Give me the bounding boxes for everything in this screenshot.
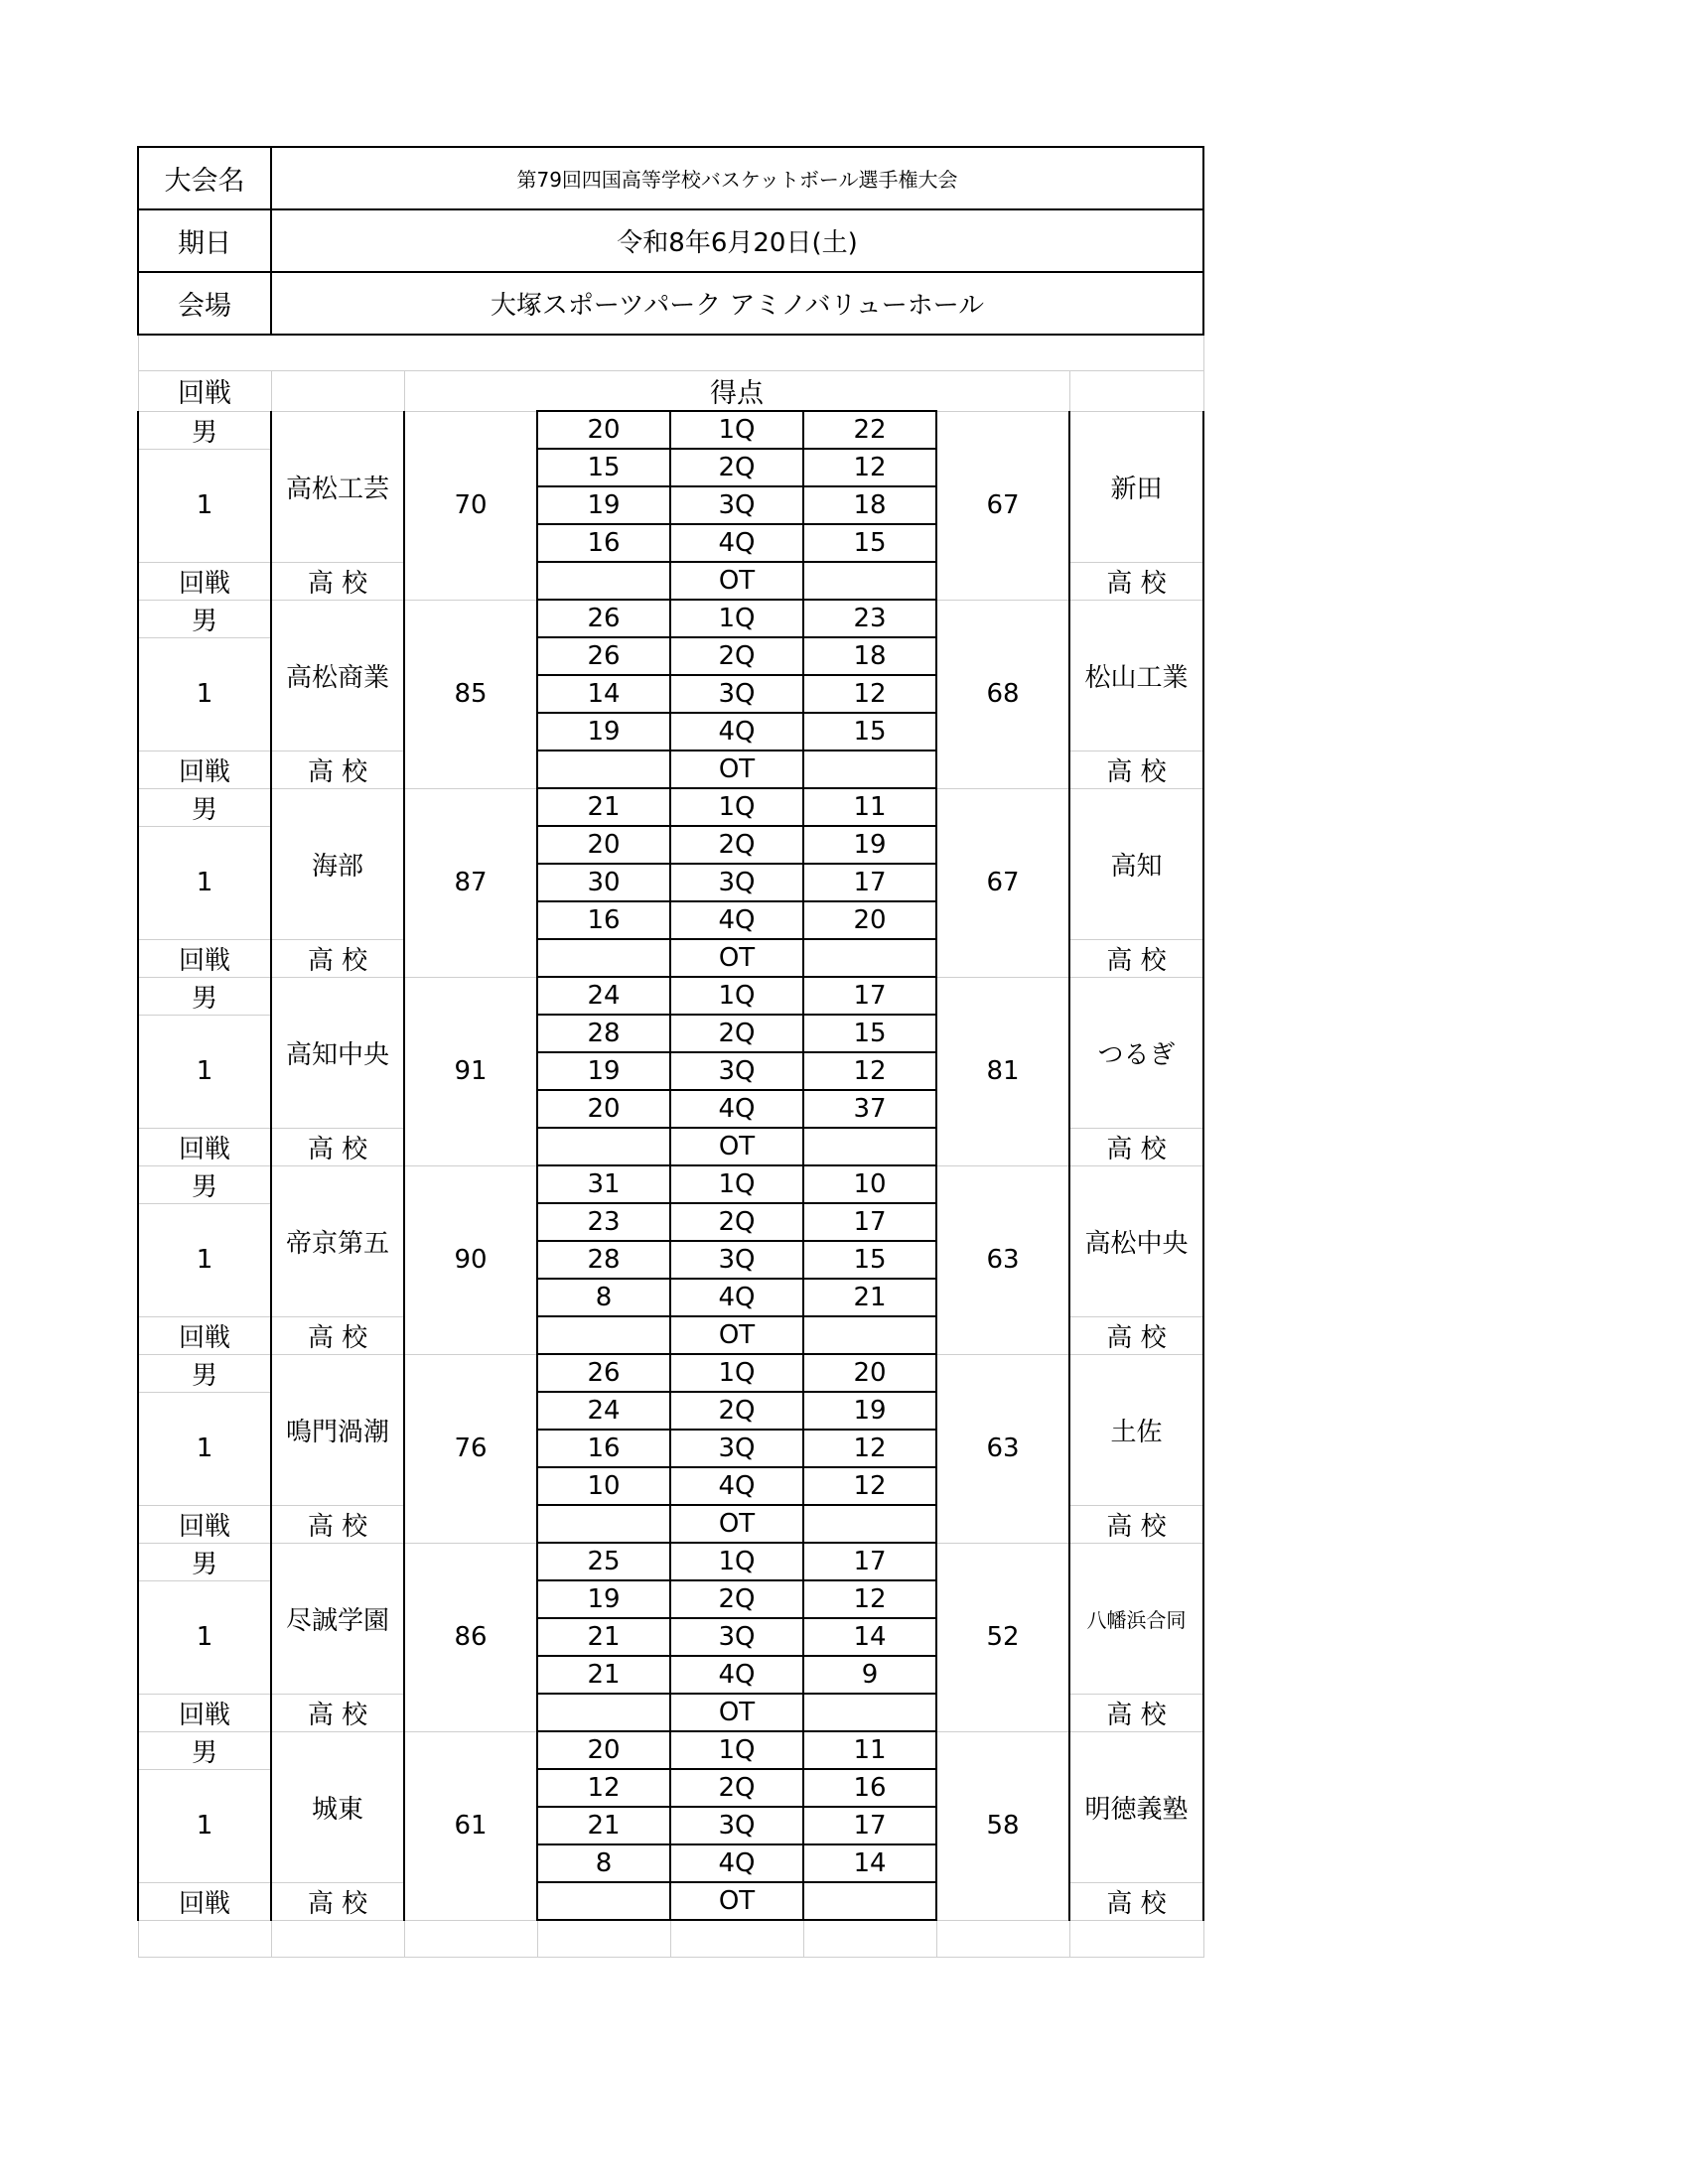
away-team-name: 高知 [1069,788,1203,939]
quarter-label: 1Q [670,1354,803,1392]
quarter-label: 4Q [670,901,803,939]
away-total-score: 67 [936,411,1069,600]
away-quarter-score: 21 [803,1279,936,1316]
home-quarter-score: 31 [537,1165,670,1203]
quarter-label: 2Q [670,1769,803,1807]
away-ot-score [803,1128,936,1165]
away-quarter-score: 20 [803,901,936,939]
away-quarter-score: 10 [803,1165,936,1203]
away-quarter-score: 17 [803,1807,936,1844]
home-quarter-score: 23 [537,1203,670,1241]
home-quarter-score: 25 [537,1543,670,1580]
quarter-label: 3Q [670,864,803,901]
round-number: 1 [138,637,271,751]
venue-row [138,272,1203,335]
away-ot-score [803,1505,936,1543]
tournament-label: 大会名 [138,147,271,209]
quarter-label: 2Q [670,1580,803,1618]
away-ot-score [803,751,936,788]
away-school-label: 高 校 [1069,939,1203,977]
home-school-label: 高 校 [271,562,404,600]
ot-label: OT [670,1316,803,1354]
ot-label: OT [670,1694,803,1731]
home-quarter-score: 16 [537,1430,670,1467]
round-number: 1 [138,826,271,939]
gender-label: 男 [138,788,271,826]
gender-label: 男 [138,1543,271,1580]
home-ot-score [537,1882,670,1920]
game-row [138,977,1203,1015]
date-row [138,209,1203,272]
away-quarter-score: 16 [803,1769,936,1807]
game-row [138,1731,1203,1769]
home-school-label: 高 校 [271,751,404,788]
ot-label: OT [670,751,803,788]
quarter-label: 1Q [670,1543,803,1580]
quarter-label: 4Q [670,1279,803,1316]
game-row [138,1543,1203,1580]
away-team-name: 新田 [1069,411,1203,562]
home-quarter-score: 8 [537,1279,670,1316]
away-quarter-score: 12 [803,449,936,486]
quarter-label: 3Q [670,675,803,713]
home-quarter-score: 30 [537,864,670,901]
away-total-score: 68 [936,600,1069,788]
home-ot-score [537,1505,670,1543]
home-total-score: 61 [404,1731,537,1920]
home-quarter-score: 26 [537,1354,670,1392]
away-school-label: 高 校 [1069,1694,1203,1731]
away-quarter-score: 9 [803,1656,936,1694]
round-number: 1 [138,1015,271,1128]
quarter-label: 4Q [670,1467,803,1505]
away-team-name: 土佐 [1069,1354,1203,1505]
ot-label: OT [670,1505,803,1543]
quarter-label: 2Q [670,826,803,864]
round-label: 回戦 [138,1694,271,1731]
home-team-name: 尽誠学園 [271,1543,404,1694]
away-ot-score [803,1882,936,1920]
gender-label: 男 [138,1731,271,1769]
home-school-label: 高 校 [271,939,404,977]
gender-label: 男 [138,1354,271,1392]
away-quarter-score: 15 [803,713,936,751]
home-ot-score [537,1128,670,1165]
round-number: 1 [138,449,271,562]
round-number: 1 [138,1769,271,1882]
away-quarter-score: 17 [803,1543,936,1580]
home-ot-score [537,939,670,977]
away-quarter-score: 15 [803,1241,936,1279]
round-column-header: 回戦 [138,371,271,412]
quarter-label: 1Q [670,1165,803,1203]
away-quarter-score: 11 [803,788,936,826]
away-quarter-score: 11 [803,1731,936,1769]
home-team-name: 海部 [271,788,404,939]
gender-label: 男 [138,977,271,1015]
quarter-label: 4Q [670,713,803,751]
away-quarter-score: 12 [803,1052,936,1090]
home-total-score: 70 [404,411,537,600]
home-school-label: 高 校 [271,1128,404,1165]
round-label: 回戦 [138,562,271,600]
home-quarter-score: 12 [537,1769,670,1807]
date-value: 令和8年6月20日(土) [271,209,1203,272]
column-header-row [138,371,1203,412]
away-quarter-score: 17 [803,1203,936,1241]
quarter-label: 4Q [670,1090,803,1128]
home-total-score: 85 [404,600,537,788]
home-school-label: 高 校 [271,1882,404,1920]
venue-value: 大塚スポーツパーク アミノバリューホール [271,272,1203,335]
score-table [137,146,1204,1958]
tournament-row [138,147,1203,209]
away-total-score: 63 [936,1165,1069,1354]
home-quarter-score: 26 [537,637,670,675]
home-team-name: 城東 [271,1731,404,1882]
date-label: 期日 [138,209,271,272]
round-label: 回戦 [138,1316,271,1354]
away-school-label: 高 校 [1069,1128,1203,1165]
tournament-name: 第79回四国高等学校バスケットボール選手権大会 [271,147,1203,209]
venue-label: 会場 [138,272,271,335]
away-quarter-score: 19 [803,826,936,864]
home-quarter-score: 16 [537,901,670,939]
away-quarter-score: 15 [803,1015,936,1052]
quarter-label: 3Q [670,486,803,524]
away-total-score: 81 [936,977,1069,1165]
home-quarter-score: 24 [537,1392,670,1430]
home-quarter-score: 21 [537,1656,670,1694]
home-team-name: 帝京第五 [271,1165,404,1316]
quarter-label: 2Q [670,449,803,486]
quarter-label: 2Q [670,637,803,675]
quarter-label: 4Q [670,1844,803,1882]
away-team-name: つるぎ [1069,977,1203,1128]
game-row [138,1165,1203,1203]
round-label: 回戦 [138,751,271,788]
home-quarter-score: 24 [537,977,670,1015]
ot-label: OT [670,939,803,977]
home-quarter-score: 14 [537,675,670,713]
away-ot-score [803,939,936,977]
home-quarter-score: 20 [537,826,670,864]
away-school-label: 高 校 [1069,1505,1203,1543]
home-ot-score [537,562,670,600]
home-quarter-score: 19 [537,713,670,751]
away-quarter-score: 14 [803,1618,936,1656]
quarter-label: 1Q [670,977,803,1015]
quarter-label: 1Q [670,1731,803,1769]
away-total-score: 58 [936,1731,1069,1920]
home-school-label: 高 校 [271,1316,404,1354]
away-team-name: 高松中央 [1069,1165,1203,1316]
quarter-label: 2Q [670,1392,803,1430]
ot-label: OT [670,1128,803,1165]
away-quarter-score: 12 [803,1580,936,1618]
home-ot-score [537,751,670,788]
away-team-name: 松山工業 [1069,600,1203,751]
away-school-label: 高 校 [1069,562,1203,600]
home-quarter-score: 16 [537,524,670,562]
home-quarter-score: 19 [537,486,670,524]
away-quarter-score: 18 [803,486,936,524]
home-total-score: 86 [404,1543,537,1731]
away-quarter-score: 12 [803,1430,936,1467]
home-quarter-score: 26 [537,600,670,637]
away-quarter-score: 17 [803,977,936,1015]
quarter-label: 3Q [670,1052,803,1090]
round-number: 1 [138,1203,271,1316]
round-label: 回戦 [138,1128,271,1165]
away-quarter-score: 17 [803,864,936,901]
spacer-row [138,335,1203,371]
away-total-score: 63 [936,1354,1069,1543]
home-quarter-score: 21 [537,1618,670,1656]
home-quarter-score: 20 [537,1731,670,1769]
away-total-score: 67 [936,788,1069,977]
quarter-label: 2Q [670,1015,803,1052]
away-quarter-score: 20 [803,1354,936,1392]
round-label: 回戦 [138,1505,271,1543]
away-quarter-score: 14 [803,1844,936,1882]
gender-label: 男 [138,600,271,637]
home-total-score: 91 [404,977,537,1165]
away-quarter-score: 19 [803,1392,936,1430]
away-school-label: 高 校 [1069,751,1203,788]
quarter-label: 1Q [670,411,803,449]
away-team-name: 明徳義塾 [1069,1731,1203,1882]
away-team-name: 八幡浜合同 [1069,1543,1203,1694]
away-quarter-score: 18 [803,637,936,675]
home-quarter-score: 21 [537,1807,670,1844]
away-quarter-score: 23 [803,600,936,637]
gender-label: 男 [138,1165,271,1203]
quarter-label: 1Q [670,788,803,826]
game-row [138,411,1203,449]
ot-label: OT [670,562,803,600]
away-ot-score [803,1694,936,1731]
quarter-label: 1Q [670,600,803,637]
home-quarter-score: 28 [537,1015,670,1052]
quarter-label: 3Q [670,1807,803,1844]
game-row [138,600,1203,637]
quarter-label: 3Q [670,1430,803,1467]
home-total-score: 90 [404,1165,537,1354]
away-school-label: 高 校 [1069,1316,1203,1354]
home-team-name: 高松商業 [271,600,404,751]
home-quarter-score: 20 [537,1090,670,1128]
round-label: 回戦 [138,1882,271,1920]
game-row [138,788,1203,826]
quarter-label: 2Q [670,1203,803,1241]
away-quarter-score: 37 [803,1090,936,1128]
home-quarter-score: 21 [537,788,670,826]
quarter-label: 3Q [670,1618,803,1656]
home-quarter-score: 19 [537,1052,670,1090]
score-column-header: 得点 [404,371,1069,412]
home-ot-score [537,1694,670,1731]
round-label: 回戦 [138,939,271,977]
home-quarter-score: 20 [537,411,670,449]
away-quarter-score: 12 [803,1467,936,1505]
home-team-name: 高知中央 [271,977,404,1128]
away-total-score: 52 [936,1543,1069,1731]
home-quarter-score: 8 [537,1844,670,1882]
away-quarter-score: 12 [803,675,936,713]
home-quarter-score: 10 [537,1467,670,1505]
home-total-score: 76 [404,1354,537,1543]
quarter-label: 4Q [670,524,803,562]
empty-row [138,1920,1203,1958]
gender-label: 男 [138,411,271,449]
away-quarter-score: 22 [803,411,936,449]
home-quarter-score: 15 [537,449,670,486]
home-school-label: 高 校 [271,1694,404,1731]
game-row [138,1354,1203,1392]
home-quarter-score: 28 [537,1241,670,1279]
away-school-label: 高 校 [1069,1882,1203,1920]
home-ot-score [537,1316,670,1354]
home-team-name: 高松工芸 [271,411,404,562]
round-number: 1 [138,1392,271,1505]
quarter-label: 3Q [670,1241,803,1279]
quarter-label: 4Q [670,1656,803,1694]
home-quarter-score: 19 [537,1580,670,1618]
home-team-name: 鳴門渦潮 [271,1354,404,1505]
round-number: 1 [138,1580,271,1694]
home-total-score: 87 [404,788,537,977]
away-quarter-score: 15 [803,524,936,562]
ot-label: OT [670,1882,803,1920]
home-school-label: 高 校 [271,1505,404,1543]
away-ot-score [803,1316,936,1354]
away-ot-score [803,562,936,600]
